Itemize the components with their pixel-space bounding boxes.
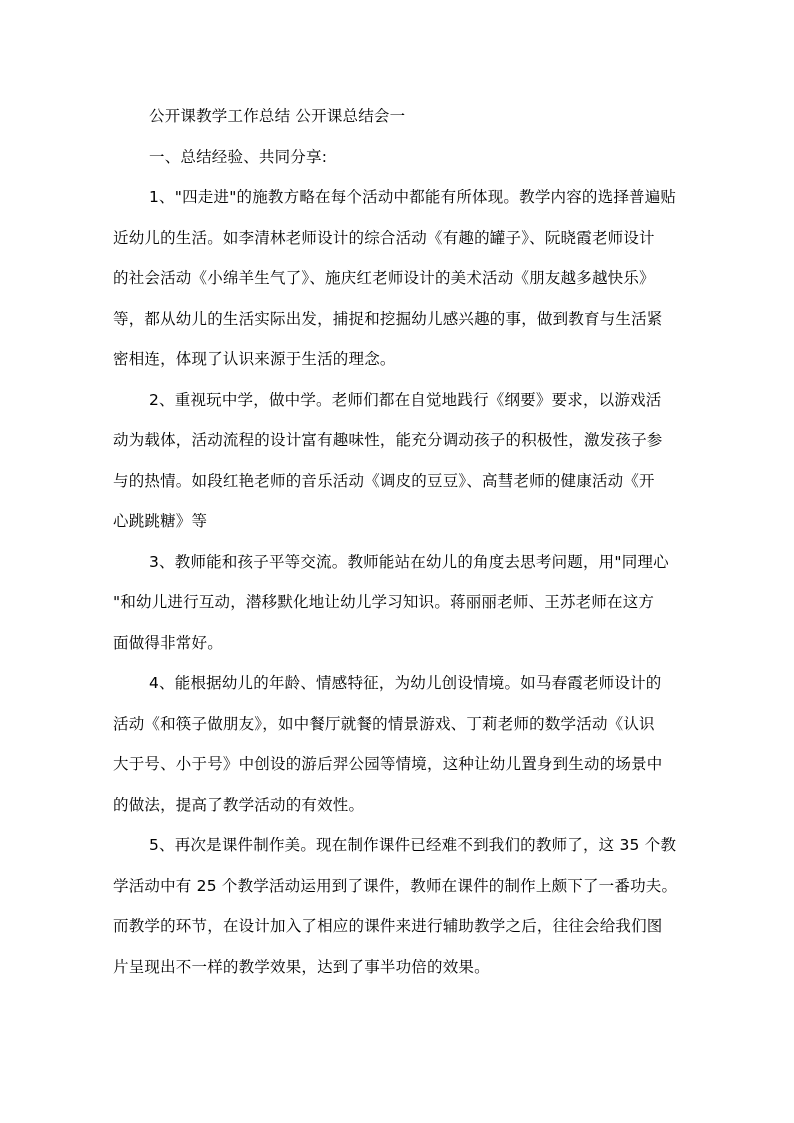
paragraph-5	[113, 825, 684, 987]
paragraph-3	[113, 542, 684, 664]
paragraph-line: "和幼儿进行互动，潜移默化地让幼儿学习知识。蒋丽丽老师、王苏老师在这方	[113, 593, 655, 611]
paragraph-line: 2、重视玩中学，做中学。老师们都在自觉地践行《纲要》要求，以游戏活	[149, 390, 662, 409]
paragraph-line: 与的热情。如段红艳老师的音乐活动《调皮的豆豆》、高彗老师的健康活动《开	[113, 471, 655, 490]
paragraph-line: 的社会活动《小绵羊生气了》、施庆红老师设计的美术活动《朋友越多越快乐》	[113, 269, 655, 287]
paragraph-line: 密相连，体现了认识来源于生活的理念。	[113, 350, 396, 368]
paragraph-line: 近幼儿的生活。如李清林老师设计的综合活动《有趣的罐子》、阮晓霞老师设计	[113, 228, 655, 247]
section-heading: 一、总结经验、共同分享:	[149, 147, 328, 166]
paragraph-line: 心跳跳糖》等	[113, 512, 208, 530]
paragraph-line: 大于号、小于号》中创设的游后羿公园等情境，这种让幼儿置身到生动的场景中	[113, 755, 663, 773]
paragraph-2	[113, 380, 684, 542]
paragraph-line: 4、能根据幼儿的年龄、情感特征，为幼儿创设情境。如马春霞老师设计的	[149, 674, 662, 692]
paragraph-line: 面做得非常好。	[113, 633, 223, 652]
paragraph-line: 学活动中有 25 个教学活动运用到了课件，教师在课件的制作上颇下了一番功夫。	[113, 876, 678, 895]
paragraph-line: 1、"四走进"的施教方略在每个活动中都能有所体现。教学内容的选择普遍贴	[149, 188, 677, 206]
paragraph-line: 等，都从幼儿的生活实际出发，捕捉和挖掘幼儿感兴趣的事，做到教育与生活紧	[113, 309, 663, 328]
paragraph-line: 5、再次是课件制作美。现在制作课件已经难不到我们的教师了，这 35 个教	[149, 836, 677, 854]
document-title: 公开课教学工作总结 公开课总结会一	[149, 107, 406, 125]
paragraph-line: 的做法，提高了教学活动的有效性。	[113, 795, 365, 814]
paragraph-line: 片呈现出不一样的教学效果，达到了事半功倍的效果。	[113, 957, 490, 976]
paragraph-line: 动为载体，活动流程的设计富有趣味性，能充分调动孩子的积极性，激发孩子参	[113, 431, 663, 449]
paragraph-line: 而教学的环节，在设计加入了相应的课件来进行辅助教学之后，往往会给我们图	[113, 917, 663, 935]
paragraph-line: 活动《和筷子做朋友》，如中餐厅就餐的情景游戏、丁莉老师的数学活动《认识	[113, 714, 655, 733]
paragraph-4	[113, 663, 684, 825]
paragraph-1	[113, 177, 684, 380]
paragraph-line: 3、教师能和孩子平等交流。教师能站在幼儿的角度去思考问题，用"同理心	[149, 552, 669, 571]
document-body	[113, 96, 684, 987]
